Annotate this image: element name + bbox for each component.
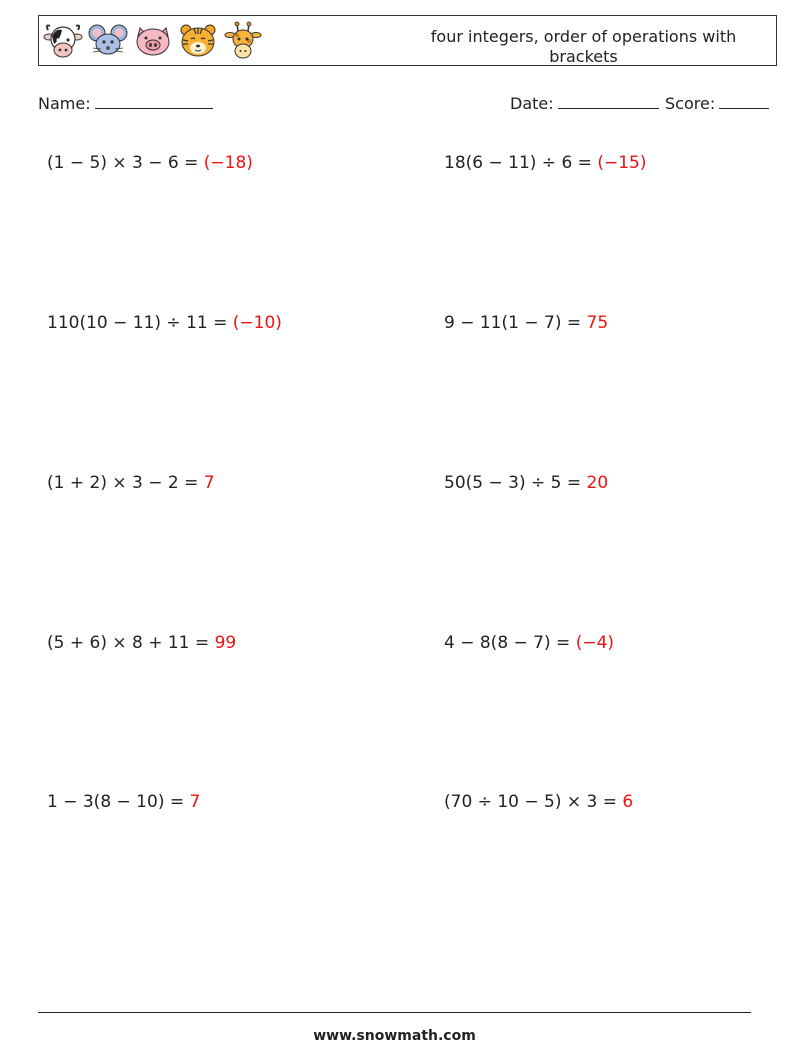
problem-answer: (−18)	[203, 153, 253, 173]
problem-3	[47, 311, 282, 335]
giraffe-face-icon	[222, 20, 264, 62]
pig-face-icon	[132, 20, 174, 62]
problem-answer: 20	[586, 473, 609, 493]
problem-7	[47, 631, 236, 655]
score-field	[665, 92, 769, 115]
problem-expression: 50(5 − 3) ÷ 5 =	[444, 473, 582, 493]
problem-expression: 18(6 − 11) ÷ 6 =	[444, 153, 592, 173]
footer-divider	[38, 1012, 751, 1013]
footer-website: www.snowmath.com	[313, 1028, 476, 1044]
problem-expression: (1 + 2) × 3 − 2 =	[47, 473, 199, 493]
problem-8	[444, 631, 614, 655]
problem-answer: (−10)	[232, 313, 282, 333]
problem-answer: 75	[586, 313, 609, 333]
score-label: Score:	[665, 94, 716, 113]
problem-10	[444, 790, 633, 814]
worksheet-header	[38, 15, 777, 66]
problem-expression: 4 − 8(8 − 7) =	[444, 633, 571, 653]
problem-expression: 110(10 − 11) ÷ 11 =	[47, 313, 228, 333]
problem-answer: 7	[203, 473, 215, 493]
problem-expression: 1 − 3(8 − 10) =	[47, 792, 185, 812]
problem-answer: 99	[214, 633, 237, 653]
worksheet-title: four integers, order of operations with brackets	[430, 27, 737, 66]
problem-expression: (5 + 6) × 8 + 11 =	[47, 633, 210, 653]
tiger-face-icon	[177, 20, 219, 62]
problem-9	[47, 790, 200, 814]
score-blank[interactable]	[719, 92, 769, 109]
problem-5	[47, 471, 215, 495]
cow-face-icon	[42, 20, 84, 62]
problem-expression: (1 − 5) × 3 − 6 =	[47, 153, 199, 173]
problem-6	[444, 471, 608, 495]
problem-4	[444, 311, 608, 335]
problem-answer: 7	[189, 792, 201, 812]
mouse-face-icon	[87, 20, 129, 62]
problem-2	[444, 151, 646, 175]
problem-answer: (−4)	[575, 633, 615, 653]
name-field	[38, 92, 213, 115]
date-label: Date:	[510, 94, 554, 113]
date-blank[interactable]	[558, 92, 659, 109]
problem-expression: (70 ÷ 10 − 5) × 3 =	[444, 792, 617, 812]
date-field	[510, 92, 659, 115]
name-label: Name:	[38, 94, 91, 113]
problem-answer: (−15)	[597, 153, 647, 173]
problem-expression: 9 − 11(1 − 7) =	[444, 313, 582, 333]
animal-icons	[42, 20, 264, 62]
name-blank[interactable]	[95, 92, 213, 109]
problem-1	[47, 151, 253, 175]
problem-answer: 6	[622, 792, 634, 812]
